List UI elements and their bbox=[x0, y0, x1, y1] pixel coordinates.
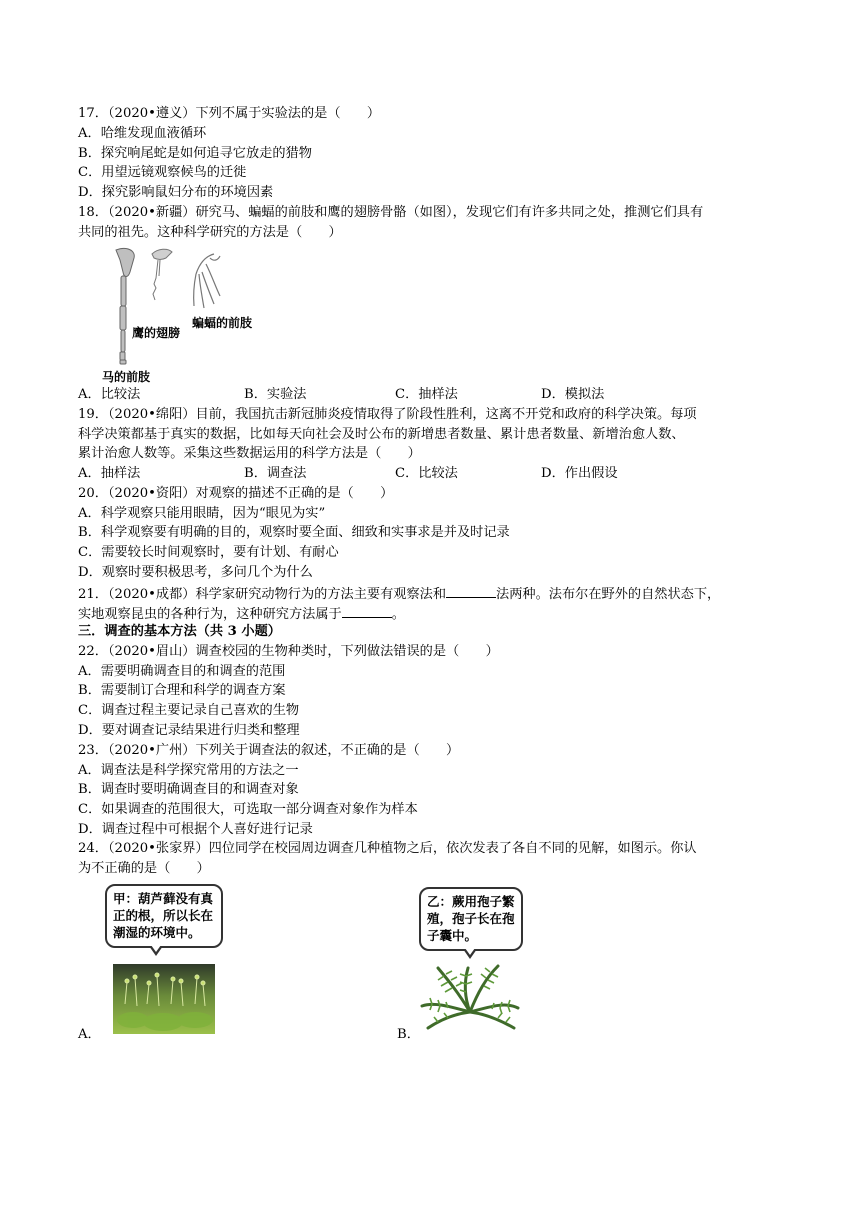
q20-option-a: A．科学观察只能用眼睛，因为“眼见为实” bbox=[78, 506, 326, 521]
q22-option-b: B．需要制订合理和科学的调查方案 bbox=[78, 683, 286, 698]
q17-option-c: C．用望远镜观察候鸟的迁徙 bbox=[78, 165, 247, 180]
q18-option-d: D．模拟法 bbox=[541, 387, 605, 402]
q19-stem-line2: 科学决策都基于真实的数据，比如每天向社会及时公布的新增患者数量、累计患者数量、新增治愈人数、 bbox=[78, 427, 685, 442]
q19-option-a: A．抽样法 bbox=[78, 466, 141, 481]
moss-illustration bbox=[113, 964, 215, 1034]
q19-option-b: B．调查法 bbox=[244, 466, 307, 481]
q22-option-d: D．要对调查记录结果进行归类和整理 bbox=[78, 723, 300, 738]
bubble-jia-line2: 正的根，所以长在 bbox=[113, 908, 214, 923]
q17-option-a: A．哈维发现血液循环 bbox=[78, 126, 207, 141]
q19-option-c: C．比较法 bbox=[395, 466, 458, 481]
q19-stem-line1: 19．（2020•绵阳）目前，我国抗击新冠肺炎疫情取得了阶段性胜利，这离不开党和政府的科学决策。每项 bbox=[78, 407, 697, 422]
q24-option-a-label: A． bbox=[78, 1027, 101, 1042]
q24-stem-line1: 24．（2020•张家界）四位同学在校园周边调查几种植物之后，依次发表了各自不同的见解，如图示。你认 bbox=[78, 841, 697, 856]
q24-option-b-label: B． bbox=[397, 1027, 420, 1042]
moss-photo bbox=[113, 964, 215, 1034]
q22-option-a: A．需要明确调查目的和调查的范围 bbox=[78, 664, 286, 679]
q21-blank-1[interactable] bbox=[446, 584, 496, 598]
q22-stem: 22．（2020•眉山）调查校园的生物种类时，下列做法错误的是（ ） bbox=[78, 644, 499, 659]
q22-option-c: C．调查过程主要记录自己喜欢的生物 bbox=[78, 703, 300, 718]
q18-option-a: A．比较法 bbox=[78, 387, 141, 402]
speech-bubble-jia bbox=[105, 884, 223, 948]
q21-text-part3: 实地观察昆虫的各种行为，这种研究方法属于 bbox=[78, 607, 342, 622]
q19-stem-line3: 累计治愈人数等。采集这些数据运用的科学方法是（ ） bbox=[78, 446, 421, 461]
q23-option-b: B．调查时要明确调查目的和调查对象 bbox=[78, 782, 299, 797]
bubble-jia-line3: 潮湿的环境中。 bbox=[113, 925, 201, 940]
q21-line2 bbox=[78, 604, 405, 624]
q23-option-a: A．调查法是科学探究常用的方法之一 bbox=[78, 763, 299, 778]
q17-option-d: D．探究影响鼠妇分布的环境因素 bbox=[78, 185, 274, 200]
section-3-heading: 三．调查的基本方法（共 3 小题） bbox=[78, 624, 281, 639]
q19-option-d: D．作出假设 bbox=[541, 466, 618, 481]
speech-bubble-yi bbox=[419, 887, 523, 951]
fern-illustration bbox=[418, 962, 522, 1032]
q20-option-c: C．需要较长时间观察时，要有计划、有耐心 bbox=[78, 545, 339, 560]
q23-stem: 23．（2020•广州）下列关于调查法的叙述，不正确的是（ ） bbox=[78, 743, 460, 758]
q18-option-c: C．抽样法 bbox=[395, 387, 458, 402]
q23-option-c: C．如果调查的范围很大，可选取一部分调查对象作为样本 bbox=[78, 802, 418, 817]
q18-stem-line1: 18．（2020•新疆）研究马、蝙蝠的前肢和鹰的翅膀骨骼（如图），发现它们有许多共同之处，推测它们具有 bbox=[78, 205, 704, 220]
q21-blank-2[interactable] bbox=[342, 604, 392, 618]
eagle-wing-label: 鹰的翅膀 bbox=[132, 326, 181, 340]
q17-stem: 17．（2020•遵义）下列不属于实验法的是（ ） bbox=[78, 106, 381, 121]
bubble-jia-line1: 甲：葫芦藓没有真 bbox=[113, 891, 214, 906]
q21-text-part4: 。 bbox=[391, 607, 405, 622]
q23-option-d: D．调查过程中可根据个人喜好进行记录 bbox=[78, 822, 313, 837]
q21-line1 bbox=[78, 584, 720, 604]
q20-option-d: D．观察时要积极思考，多问几个为什么 bbox=[78, 565, 313, 580]
q20-option-b: B．科学观察要有明确的目的，观察时要全面、细致和实事求是并及时记录 bbox=[78, 525, 510, 540]
fern-photo bbox=[418, 962, 522, 1032]
eagle-wing-bone bbox=[152, 249, 172, 300]
q21-text-part1: 21．（2020•成都）科学家研究动物行为的方法主要有观察法和 bbox=[78, 587, 447, 602]
bat-forelimb-bone bbox=[194, 254, 220, 308]
bubble-yi-line3: 子囊中。 bbox=[427, 928, 478, 943]
horse-forelimb-bone bbox=[116, 248, 134, 364]
q18-stem-line2: 共同的祖先。这种科学研究的方法是（ ） bbox=[78, 225, 342, 240]
q17-option-b: B．探究响尾蛇是如何追寻它放走的猎物 bbox=[78, 146, 312, 161]
forelimb-skeleton-figure bbox=[96, 244, 276, 386]
q21-text-part2: 法两种。法布尔在野外的自然状态下， bbox=[496, 587, 721, 602]
horse-forelimb-label: 马的前肢 bbox=[102, 370, 151, 384]
bubble-yi-line2: 殖，孢子长在孢 bbox=[427, 911, 515, 926]
q20-stem: 20．（2020•资阳）对观察的描述不正确的是（ ） bbox=[78, 486, 394, 501]
bat-forelimb-label: 蝙蝠的前肢 bbox=[192, 316, 253, 330]
bubble-yi-line1: 乙：蕨用孢子繁 bbox=[427, 894, 515, 909]
q18-option-b: B．实验法 bbox=[244, 387, 307, 402]
q24-stem-line2: 为不正确的是（ ） bbox=[78, 861, 210, 876]
